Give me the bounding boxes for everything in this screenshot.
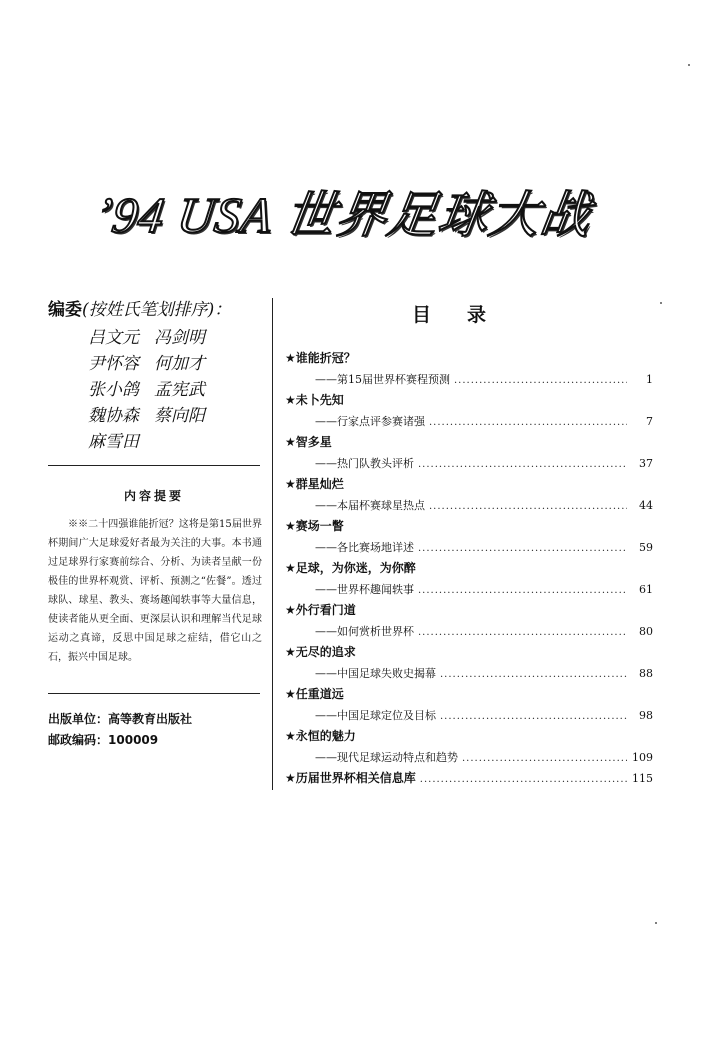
toc-entry-9[interactable]	[285, 684, 653, 726]
toc-leader	[418, 538, 627, 559]
publisher-unit	[48, 710, 278, 728]
toc-section-title: 外行看门道	[295, 603, 356, 617]
scan-speck	[655, 922, 657, 924]
toc-page-number: 98	[639, 709, 653, 722]
star-icon: ★	[285, 477, 296, 491]
toc-page-number: 115	[632, 772, 653, 785]
toc-subtitle: ——本届杯赛球星热点	[315, 499, 425, 512]
editor-name: 孟宪武	[154, 380, 205, 400]
summary-title: 内容提要	[123, 489, 184, 503]
column-divider	[272, 298, 273, 790]
editor-name: 魏协森	[88, 406, 139, 426]
editor-name: 冯剑明	[154, 328, 205, 348]
left-divider-bottom	[48, 693, 260, 694]
editor-name: 张小鸽	[88, 380, 139, 400]
toc-page-number: 61	[639, 583, 653, 596]
publisher-zip	[48, 731, 278, 749]
scan-speck	[660, 302, 662, 304]
toc-subtitle: ——现代足球运动特点和趋势	[315, 751, 458, 764]
editors-heading	[48, 298, 263, 322]
toc-section-title: 永恒的魅力	[295, 729, 356, 743]
star-icon: ★	[285, 393, 296, 407]
toc-title: 目录	[412, 304, 523, 326]
star-icon: ★	[285, 771, 296, 785]
table-of-contents	[285, 348, 653, 789]
toc-subtitle: ——中国足球失败史揭幕	[315, 667, 436, 680]
toc-entry-10[interactable]	[285, 726, 653, 768]
toc-leader	[429, 496, 627, 517]
toc-section-title: 任重道远	[295, 687, 344, 701]
toc-leader	[429, 412, 627, 433]
toc-section-title: 群星灿烂	[295, 477, 344, 491]
toc-leader	[418, 580, 627, 601]
editor-name: 蔡向阳	[154, 406, 205, 426]
toc-entry-3[interactable]	[285, 432, 653, 474]
toc-subtitle: ——第15届世界杯赛程预测	[315, 373, 450, 386]
toc-leader	[418, 622, 627, 643]
toc-entry-7[interactable]	[285, 600, 653, 642]
editor-name: 麻雪田	[88, 432, 139, 452]
star-icon: ★	[285, 687, 296, 701]
toc-subtitle: ——各比赛场地详述	[315, 541, 414, 554]
toc-page-number: 80	[639, 625, 653, 638]
toc-entry-final[interactable]	[285, 768, 653, 789]
toc-section-title: 历届世界杯相关信息库	[295, 771, 416, 785]
editors-label: 编委	[48, 300, 82, 320]
toc-leader	[418, 454, 627, 475]
editors-block	[48, 298, 263, 454]
toc-section-title: 未卜先知	[295, 393, 344, 407]
toc-entry-2[interactable]	[285, 390, 653, 432]
toc-leader	[454, 370, 627, 391]
toc-section-title: 足球，为你迷，为你醉	[295, 561, 416, 575]
toc-entry-4[interactable]	[285, 474, 653, 516]
toc-leader	[440, 664, 627, 685]
toc-subtitle: ——世界杯趣闻轶事	[315, 583, 414, 596]
editors-note: (按姓氏笔划排序)：	[82, 300, 232, 320]
toc-subtitle: ——如何赏析世界杯	[315, 625, 414, 638]
toc-leader	[440, 706, 627, 727]
toc-section-title: 无尽的追求	[295, 645, 356, 659]
star-icon: ★	[285, 561, 296, 575]
book-title: ’94 USA 世界足球大战	[91, 187, 596, 243]
toc-entry-5[interactable]	[285, 516, 653, 558]
editors-names	[88, 326, 263, 454]
toc-page-number: 109	[632, 751, 653, 764]
left-divider-top	[48, 465, 260, 466]
publisher-unit-label: 出版单位：	[48, 712, 109, 726]
star-icon: ★	[285, 645, 296, 659]
toc-page-number: 7	[646, 415, 653, 428]
toc-page-number: 37	[639, 457, 653, 470]
publisher-unit-value: 高等教育出版社	[108, 712, 193, 726]
star-icon: ★	[285, 351, 296, 365]
star-icon: ★	[285, 519, 296, 533]
toc-section-title: 谁能折冠？	[295, 351, 356, 365]
toc-page-number: 59	[639, 541, 653, 554]
toc-page-number: 44	[639, 499, 653, 512]
toc-subtitle: ——中国足球定位及目标	[315, 709, 436, 722]
scan-speck	[688, 64, 690, 66]
star-icon: ★	[285, 729, 296, 743]
publisher-zip-value: 100009	[108, 733, 159, 747]
toc-section-title: 赛场一瞥	[295, 519, 344, 533]
toc-subtitle: ——行家点评参赛诸强	[315, 415, 425, 428]
toc-subtitle: ——热门队教头评析	[315, 457, 414, 470]
star-icon: ★	[285, 435, 296, 449]
editor-name: 吕文元	[88, 328, 139, 348]
publisher-zip-label: 邮政编码：	[48, 733, 109, 747]
toc-page-number: 88	[639, 667, 653, 680]
editor-name: 何加才	[154, 354, 205, 374]
toc-entry-6[interactable]	[285, 558, 653, 600]
toc-page-number: 1	[646, 373, 653, 386]
toc-leader	[462, 748, 627, 769]
summary-text: ※※二十四强谁能折冠？这将是第15届世界杯期间广大足球爱好者最为关注的大事。本书通过足球界行家赛前综合、分析、为读者呈献一份极佳的世界杯观赏、评析、预测之“佐餐”。透过球队、球星、教头、赛场趣闻轶事等大量信息，使读者能从更全面、更深层认识和理解当代足球运动之真谛，反思中国足球之症结，借它山之石，振兴中国足球。	[48, 519, 262, 663]
toc-entry-8[interactable]	[285, 642, 653, 684]
editor-name: 尹怀容	[88, 354, 139, 374]
toc-section-title: 智多星	[295, 435, 332, 449]
toc-leader	[420, 769, 627, 790]
star-icon: ★	[285, 603, 296, 617]
toc-entry-1[interactable]	[285, 348, 653, 390]
